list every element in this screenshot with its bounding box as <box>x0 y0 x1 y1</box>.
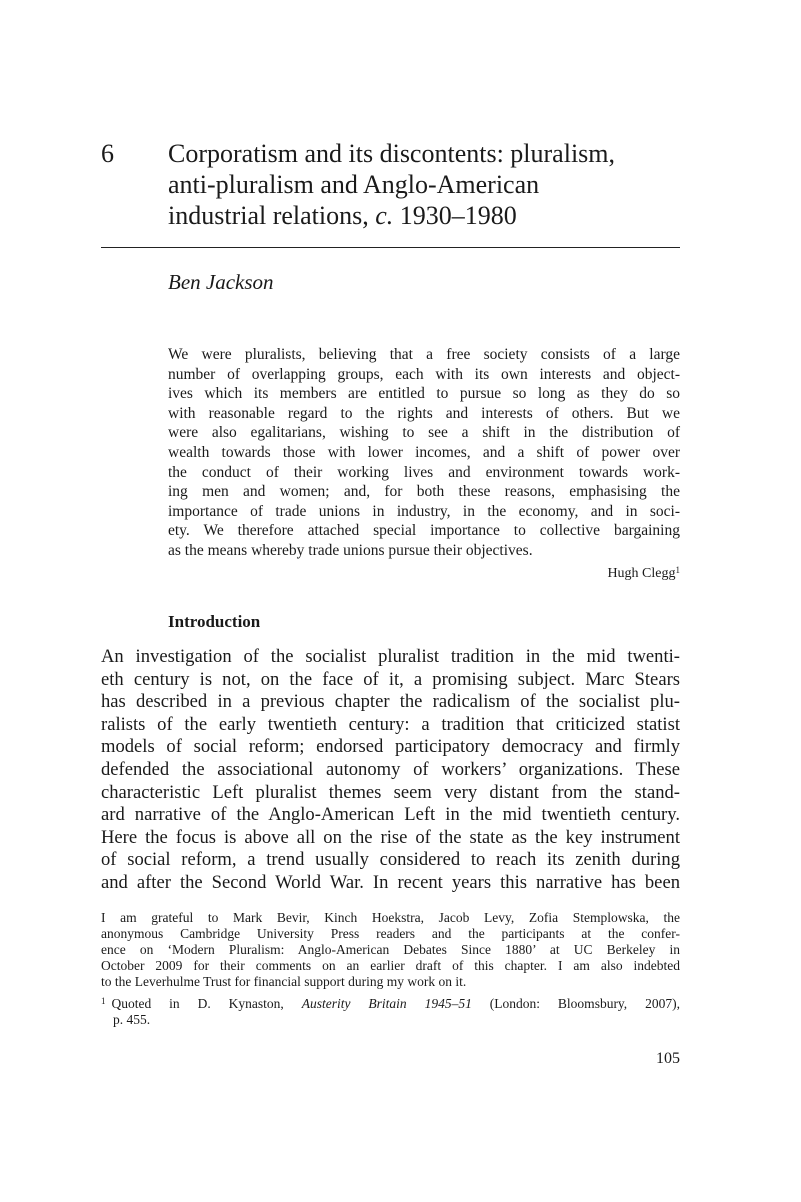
epigraph-line: importance of trade unions in industry, in the economy, and in soci- <box>168 502 680 520</box>
footnote-1-title: Austerity Britain 1945–51 <box>301 996 472 1011</box>
epigraph-attribution <box>607 561 680 583</box>
epigraph-line: the conduct of their working lives and environment towards work- <box>168 463 680 481</box>
section-heading: Introduction <box>168 612 261 631</box>
chapter-title-line-1: Corporatism and its discontents: pluralism, <box>168 139 616 168</box>
chapter-title-line-2: anti-pluralism and Anglo-American <box>168 170 540 199</box>
note-line: October 2009 for their comments on an earlier draft of this chapter. I am also indebted <box>101 958 680 973</box>
body-text <box>101 646 680 895</box>
note-line: to the Leverhulme Trust for financial support during my work on it. <box>101 974 467 989</box>
epigraph-line: wealth towards those with lower incomes, and a shift of power over <box>168 443 680 461</box>
body-line: ard narrative of the Anglo-American Left in the mid twentieth century. <box>101 804 680 826</box>
body-line: and after the Second World War. In recent years this narrative has been <box>101 871 680 893</box>
chapter-number: 6 <box>101 139 114 168</box>
footnote-1-line <box>101 993 680 1012</box>
epigraph-line: ives which its members are entitled to pursue so long as they do so <box>168 385 680 403</box>
note-line: I am grateful to Mark Bevir, Kinch Hoekstra, Jacob Levy, Zofia Stemplowska, the <box>101 910 680 925</box>
attribution-footnote-marker[interactable]: 1 <box>675 565 680 575</box>
footnote-1-prefix: Quoted in D. Kynaston, <box>111 996 302 1011</box>
epigraph-line: ety. We therefore attached special importance to collective bargaining <box>168 522 680 540</box>
title-rule <box>101 247 680 248</box>
chapter-title-line-3 <box>168 200 688 231</box>
footnote-1 <box>101 993 680 1028</box>
body-line: Here the focus is above all on the rise of the state as the key instrument <box>101 826 680 848</box>
note-line: ence on ‘Modern Pluralism: Anglo-American Debates Since 1880’ at UC Berkeley in <box>101 942 680 957</box>
epigraph-line: were also egalitarians, wishing to see a shift in the distribution of <box>168 424 680 442</box>
footnote-1-marker: 1 <box>101 996 106 1006</box>
chapter-title-years: 1930–1980 <box>393 201 517 230</box>
chapter-title-line-3-text: industrial relations, <box>168 201 376 230</box>
attribution-name: Hugh Clegg <box>607 566 676 581</box>
body-line: has described in a previous chapter the radicalism of the socialist plu- <box>101 691 680 713</box>
footnote-1-continuation: p. 455. <box>113 1012 151 1027</box>
epigraph-line: ing men and women; and, for both these reasons, emphasising the <box>168 483 680 501</box>
epigraph-line: as the means whereby trade unions pursue their objectives. <box>168 541 533 559</box>
page-number: 105 <box>656 1050 680 1067</box>
footnotes <box>101 910 680 1028</box>
body-line: An investigation of the socialist pluralist tradition in the mid twenti- <box>101 646 680 667</box>
body-line: ralists of the early twentieth century: a tradition that criticized statist <box>101 713 680 735</box>
body-line: models of social reform; endorsed participatory democracy and firmly <box>101 736 680 758</box>
epigraph-line: number of overlapping groups, each with its own interests and object- <box>168 365 680 383</box>
note-line: anonymous Cambridge University Press readers and the participants at the confer- <box>101 926 680 941</box>
body-line: characteristic Left pluralist themes seem very distant from the stand- <box>101 781 680 803</box>
epigraph-line: with reasonable regard to the rights and interests of others. But we <box>168 404 680 422</box>
acknowledgement-note <box>101 910 680 990</box>
footnote-1-suffix: (London: Bloomsbury, 2007), <box>471 996 680 1011</box>
chapter-title <box>168 138 688 231</box>
body-line: defended the associational autonomy of workers’ organizations. These <box>101 758 680 780</box>
author-name: Ben Jackson <box>168 270 274 294</box>
epigraph <box>168 345 680 561</box>
epigraph-line: We were pluralists, believing that a free society consists of a large <box>168 346 680 363</box>
body-line: eth century is not, on the face of it, a promising subject. Marc Stears <box>101 668 680 690</box>
chapter-title-circa: c. <box>375 201 394 230</box>
body-line: of social reform, a trend usually considered to reach its zenith during <box>101 849 680 871</box>
